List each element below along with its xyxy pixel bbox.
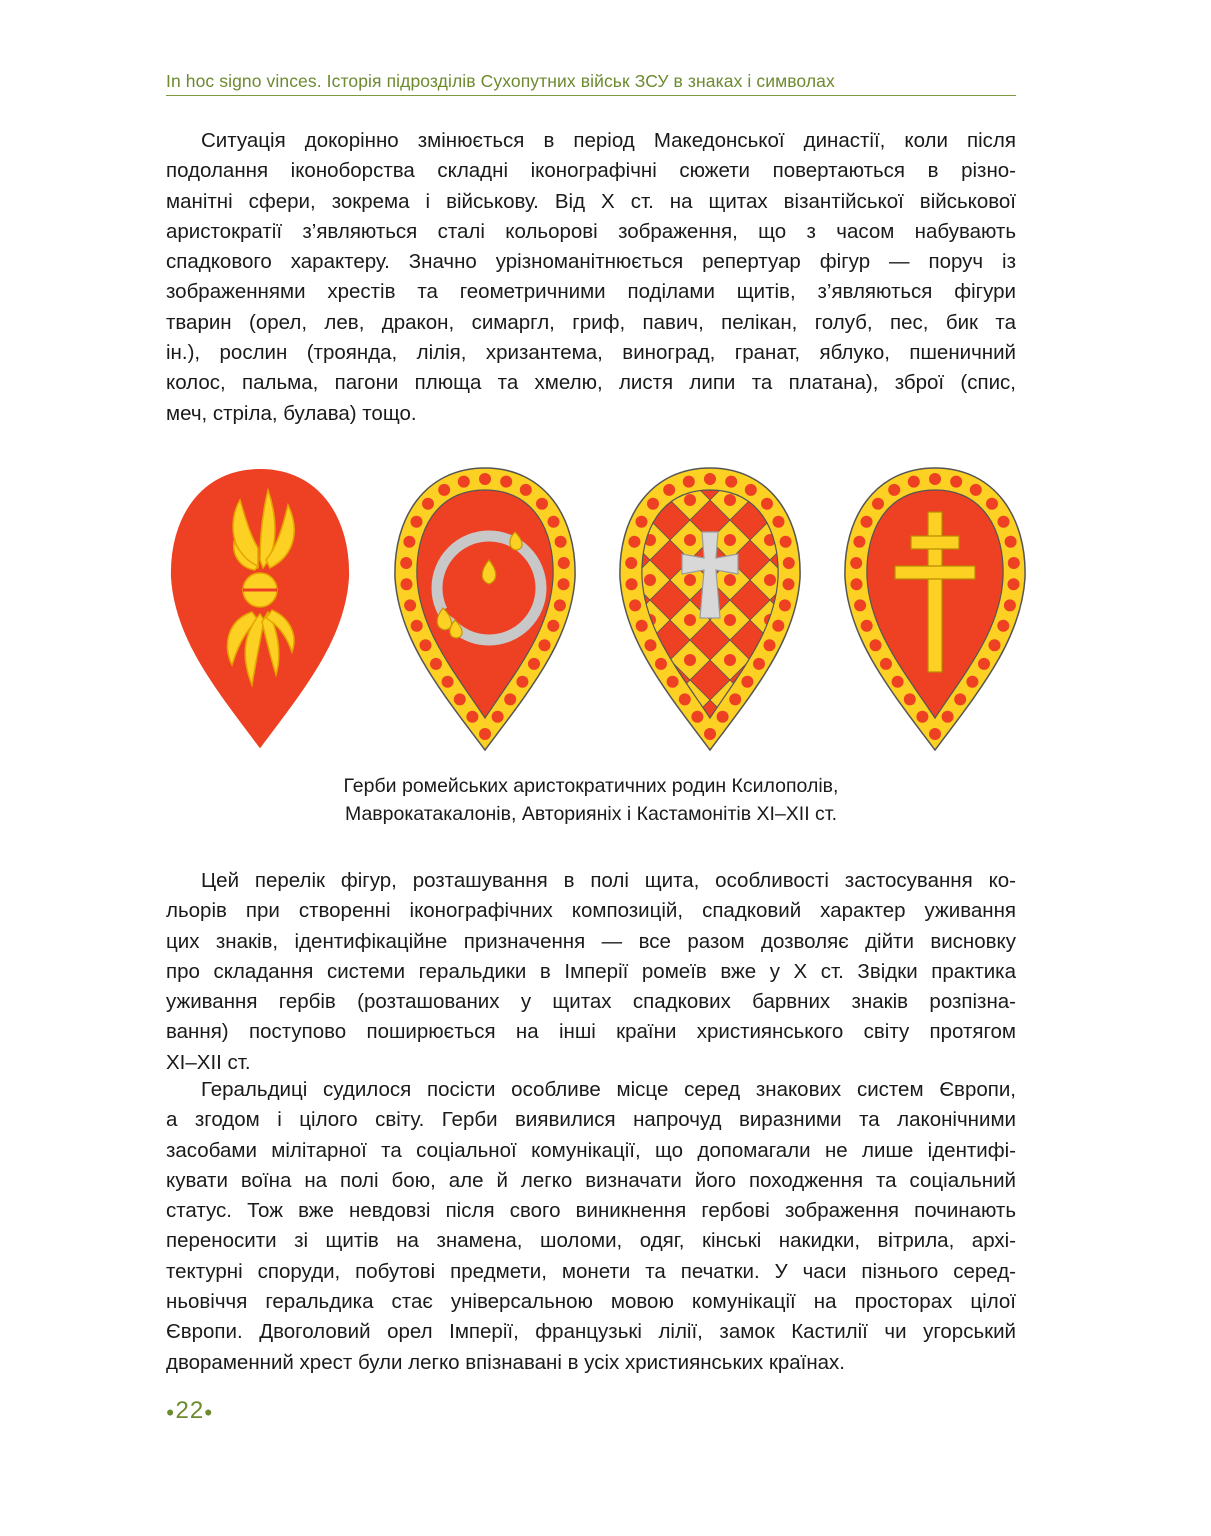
- border-dot: [929, 728, 941, 740]
- xylopolos-shield-image: [160, 460, 360, 760]
- text-line: ХІ–ХІІ ст.: [166, 1050, 251, 1074]
- page-number: [166, 1397, 214, 1425]
- border-dot: [978, 658, 990, 670]
- border-dot: [717, 711, 729, 723]
- border-dot: [628, 536, 640, 548]
- border-dot: [850, 557, 862, 569]
- border-dot: [916, 711, 928, 723]
- border-dot: [741, 676, 753, 688]
- text-line: кувати воїна на полі бою, але й легко визначати його походження та соціальний: [166, 1168, 1016, 1192]
- border-dot: [851, 578, 863, 590]
- border-dot: [554, 599, 566, 611]
- paragraph-1: [166, 126, 1016, 429]
- border-dot: [558, 578, 570, 590]
- text-line: колос, пальма, пагони плюща та хмелю, листя липи та платана), зброї (спис,: [166, 371, 1016, 395]
- border-dot: [626, 578, 638, 590]
- border-dot: [625, 557, 637, 569]
- border-dot: [500, 476, 512, 488]
- text-line: засобами мілітарної та соціальної комунікації, що допомагали не лише ідентифі-: [166, 1138, 1016, 1162]
- paragraph-2: [166, 866, 1016, 1078]
- border-dot: [636, 620, 648, 632]
- border-dot: [548, 516, 560, 528]
- text-line: Європи. Двоголовий орел Імперії, французькі лілії, замок Кастилії чи угорський: [166, 1320, 1016, 1344]
- border-dot: [454, 693, 466, 705]
- header-rule: [166, 95, 1016, 96]
- border-dot: [772, 620, 784, 632]
- border-dot: [861, 620, 873, 632]
- border-dot: [998, 516, 1010, 528]
- border-dot: [655, 658, 667, 670]
- maurokatakalon-shield-image: [385, 460, 585, 760]
- border-dot: [663, 484, 675, 496]
- text-line: Геральдиці судилося посісти особливе місце серед знакових систем Європи,: [201, 1078, 1016, 1101]
- border-dot: [479, 728, 491, 740]
- border-dot: [1008, 578, 1020, 590]
- caption-line: Маврокатакалонів, Авторияніх і Кастамонітів ХІ–ХІІ ст.: [344, 803, 837, 825]
- kastamonites-shield-image: [835, 460, 1035, 760]
- border-dot: [779, 599, 791, 611]
- text-line: про складання системи геральдики в Імперії ромеїв вже у Х ст. Звідки практика: [166, 959, 1016, 983]
- border-dot: [954, 693, 966, 705]
- text-line: аристократії з’являються сталі кольорові зображення, що з часом набувають: [166, 219, 1016, 243]
- border-dot: [555, 536, 567, 548]
- text-line: статус. Тож вже невдовзі після свого виникнення гербові зображення починають: [166, 1199, 1016, 1223]
- border-dot: [691, 711, 703, 723]
- border-dot: [725, 476, 737, 488]
- border-dot: [870, 639, 882, 651]
- border-dot: [492, 711, 504, 723]
- shields-illustration: [160, 460, 1030, 760]
- border-dot: [520, 484, 532, 496]
- border-dot: [516, 676, 528, 688]
- border-dot: [966, 676, 978, 688]
- border-dot: [888, 484, 900, 496]
- border-dot: [1004, 599, 1016, 611]
- border-dot: [892, 676, 904, 688]
- border-dot: [403, 536, 415, 548]
- text-line: тварин (орел, лев, дракон, симаргл, гриф, павич, пелікан, голуб, пес, бик та: [166, 310, 1016, 334]
- text-line: цих знаків, ідентифікаційне призначення — все разом дозволяє дійти висновку: [166, 929, 1016, 953]
- border-dot: [783, 578, 795, 590]
- figure-caption: [166, 772, 1016, 828]
- bullet-icon: ●: [166, 1403, 176, 1420]
- border-dot: [401, 578, 413, 590]
- border-dot: [704, 473, 716, 485]
- paragraph-3: [166, 1075, 1016, 1378]
- text-line: спадкового характеру. Значно урізноманітнюється репертуар фігур — поруч із: [166, 250, 1016, 274]
- border-dot: [861, 516, 873, 528]
- border-dot: [729, 693, 741, 705]
- border-dot: [404, 599, 416, 611]
- running-head: In hoc signo vinces. Історія підрозділів Сухопутних військ ЗСУ в знаках і символах: [166, 71, 835, 91]
- border-dot: [872, 498, 884, 510]
- text-line: ньовіччя геральдика стає універсальною мовою комунікації на просторах цілої: [166, 1290, 1016, 1314]
- border-dot: [558, 557, 570, 569]
- border-dot: [853, 536, 865, 548]
- text-line: тектурні споруди, побутові предмети, монети та печатки. У часи пізнього серед-: [166, 1259, 1016, 1283]
- border-dot: [645, 639, 657, 651]
- text-line: двораменний хрест були легко впізнавані в усіх християнських країнах.: [166, 1350, 845, 1374]
- text-line: меч, стріла, булава) тощо.: [166, 401, 417, 425]
- bullet-icon: ●: [204, 1403, 214, 1420]
- border-dot: [629, 599, 641, 611]
- text-line: льорів при створенні іконографічних композицій, спадковий характер уживання: [166, 899, 1016, 923]
- border-dot: [647, 498, 659, 510]
- border-dot: [442, 676, 454, 688]
- text-line: переносити зі щитів на знамена, шоломи, одяг, кінські накидки, вітрила, архі-: [166, 1229, 1016, 1253]
- border-dot: [1005, 536, 1017, 548]
- border-dot: [466, 711, 478, 723]
- text-line: манітні сфери, зокрема і військову. Від Х ст. на щитах візантійської військової: [166, 189, 1016, 213]
- border-dot: [780, 536, 792, 548]
- border-dot: [458, 476, 470, 488]
- border-dot: [539, 639, 551, 651]
- border-dot: [908, 476, 920, 488]
- border-dot: [420, 639, 432, 651]
- border-dot: [854, 599, 866, 611]
- border-dot: [536, 498, 548, 510]
- border-dot: [400, 557, 412, 569]
- border-dot: [942, 711, 954, 723]
- border-dot: [761, 498, 773, 510]
- text-line: Цей перелік фігур, розташування в полі щита, особливості застосування ко-: [201, 869, 1016, 892]
- border-dot: [989, 639, 1001, 651]
- border-dot: [422, 498, 434, 510]
- border-dot: [704, 728, 716, 740]
- border-dot: [950, 476, 962, 488]
- border-dot: [667, 676, 679, 688]
- border-dot: [1008, 557, 1020, 569]
- caption-line: Герби ромейських аристократичних родин Ксилополів,: [343, 775, 839, 797]
- page-number-value: 22: [175, 1397, 205, 1424]
- text-line: Ситуація докорінно змінюється в період Македонської династії, коли після: [201, 129, 1016, 152]
- text-line: зображеннями хрестів та геометричними поділами щитів, з’являються фігури: [166, 280, 1016, 304]
- text-line: уживання гербів (розташованих у щитах спадкових барвних знаків розпізна-: [166, 990, 1016, 1014]
- border-dot: [547, 620, 559, 632]
- autorianos-shield-image: [610, 460, 810, 760]
- border-dot: [411, 516, 423, 528]
- border-dot: [773, 516, 785, 528]
- text-line: вання) поступово поширюється на інші країни християнського світу протягом: [166, 1020, 1016, 1044]
- text-line: а згодом і цілого світу. Герби виявилися напрочуд виразними та лаконічними: [166, 1108, 1016, 1132]
- border-dot: [997, 620, 1009, 632]
- border-dot: [753, 658, 765, 670]
- text-line: подолання іконоборства складні іконографічні сюжети повертаються в різно-: [166, 159, 1016, 183]
- text-line: ін.), рослин (троянда, лілія, хризантема, виноград, гранат, яблуко, пшеничний: [166, 341, 1016, 365]
- border-dot: [636, 516, 648, 528]
- border-dot: [929, 473, 941, 485]
- border-dot: [479, 473, 491, 485]
- border-dot: [986, 498, 998, 510]
- border-dot: [679, 693, 691, 705]
- border-dot: [438, 484, 450, 496]
- border-dot: [745, 484, 757, 496]
- border-dot: [430, 658, 442, 670]
- border-dot: [504, 693, 516, 705]
- border-dot: [411, 620, 423, 632]
- border-dot: [904, 693, 916, 705]
- border-dot: [528, 658, 540, 670]
- border-dot: [683, 476, 695, 488]
- border-dot: [783, 557, 795, 569]
- border-dot: [880, 658, 892, 670]
- border-dot: [764, 639, 776, 651]
- border-dot: [970, 484, 982, 496]
